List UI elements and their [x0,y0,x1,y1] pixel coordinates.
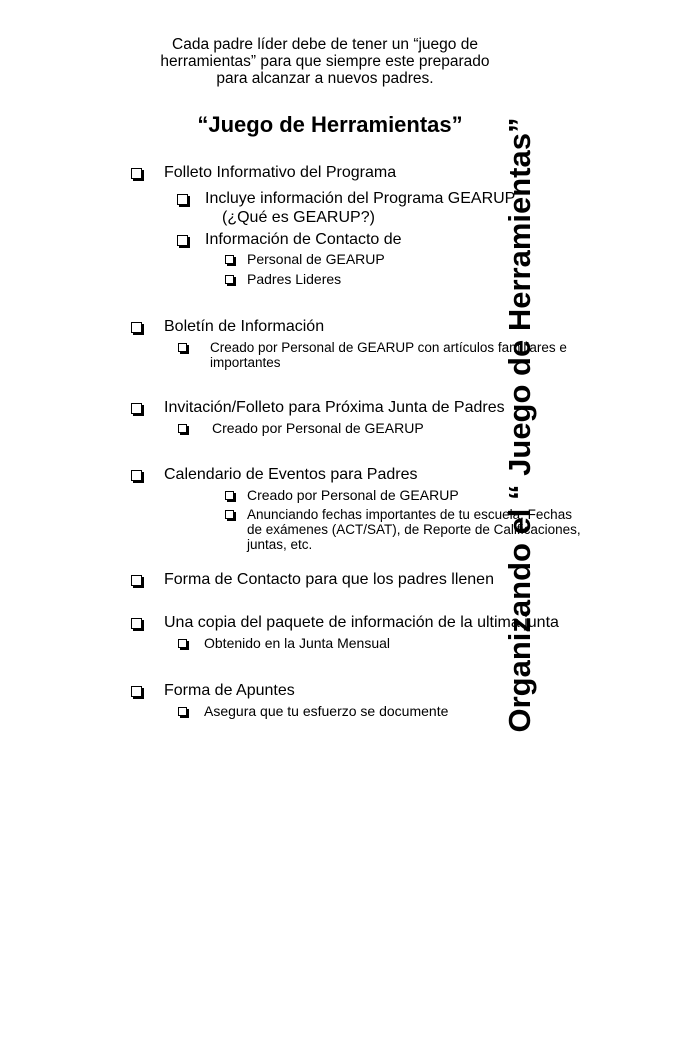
list-item-line: importantes [210,355,281,370]
list-item-label: Una copia del paquete de información de la ultima junta [164,614,559,631]
list-item-line: de exámenes (ACT/SAT), de Reporte de Calificaciones, [247,522,581,537]
list-item-invitacion-sub [178,421,424,436]
checkbox-bullet-icon [177,194,188,205]
list-item-label: Padres Lideres [247,271,342,287]
list-item-padres-lideres [225,272,341,287]
list-item-label: Forma de Contacto para que los padres llenen [164,571,494,588]
list-item-label: Boletín de Información [164,318,325,335]
checkbox-bullet-icon [225,491,234,500]
list-item-line: Anunciando fechas importantes de tu escuela: Fechas [247,507,572,522]
list-item-label: Obtenido en la Junta Mensual [204,635,391,651]
intro-paragraph: Cada padre líder debe de tener un “juego de herramientas” para que siempre este preparado para alcanzar a nuevos padres. [160,36,490,87]
list-item-invitacion [131,399,505,417]
list-item-label: Asegura que tu esfuerzo se documente [204,703,449,719]
checkbox-bullet-icon [131,168,142,179]
list-item-folleto [131,164,396,182]
list-item-apuntes [131,682,295,700]
list-item-label: Personal de GEARUP [247,251,385,267]
list-item-line: Creado por Personal de GEARUP con artículos familiares e [210,340,567,355]
list-item-apuntes-sub [178,704,448,719]
checkbox-bullet-icon [225,255,234,264]
list-item-calendario [131,466,418,484]
list-item-label: Creado por Personal de GEARUP [247,487,459,503]
checkbox-bullet-icon [178,343,187,352]
list-item-personal [225,252,385,267]
list-item-boletin [131,318,324,336]
list-item-calendario-sub-1 [225,488,459,503]
checkbox-bullet-icon [131,618,142,629]
list-item-label: Folleto Informativo del Programa [164,164,397,181]
checkbox-bullet-icon [131,470,142,481]
list-item-contacto [177,231,402,249]
checkbox-bullet-icon [131,575,142,586]
list-item-copia-sub [178,636,390,651]
side-title-vertical: Organizando el “ Juego de Herramientas” [502,117,537,733]
list-item-label: Forma de Apuntes [164,682,295,699]
checkbox-bullet-icon [131,686,142,697]
checkbox-bullet-icon [178,639,187,648]
checkbox-bullet-icon [178,707,187,716]
list-item-incluye [177,190,515,208]
checkbox-bullet-icon [131,403,142,414]
list-item-label: Información de Contacto de [205,231,402,248]
list-item-copia [131,614,559,632]
list-item-forma-contacto [131,571,494,589]
list-item-label: Invitación/Folleto para Próxima Junta de Padres [164,399,505,416]
list-item-continuation: (¿Qué es GEARUP?) [222,209,375,226]
page-title: “Juego de Herramientas” [197,112,463,137]
checkbox-bullet-icon [131,322,142,333]
checkbox-bullet-icon [177,235,188,246]
list-item-label: Creado por Personal de GEARUP [212,420,424,436]
list-item-line: juntas, etc. [247,537,313,552]
list-item-label: Incluye información del Programa GEARUP [205,190,516,207]
list-item-label: Calendario de Eventos para Padres [164,466,418,483]
checkbox-bullet-icon [178,424,187,433]
checkbox-bullet-icon [225,510,234,519]
checkbox-bullet-icon [225,275,234,284]
